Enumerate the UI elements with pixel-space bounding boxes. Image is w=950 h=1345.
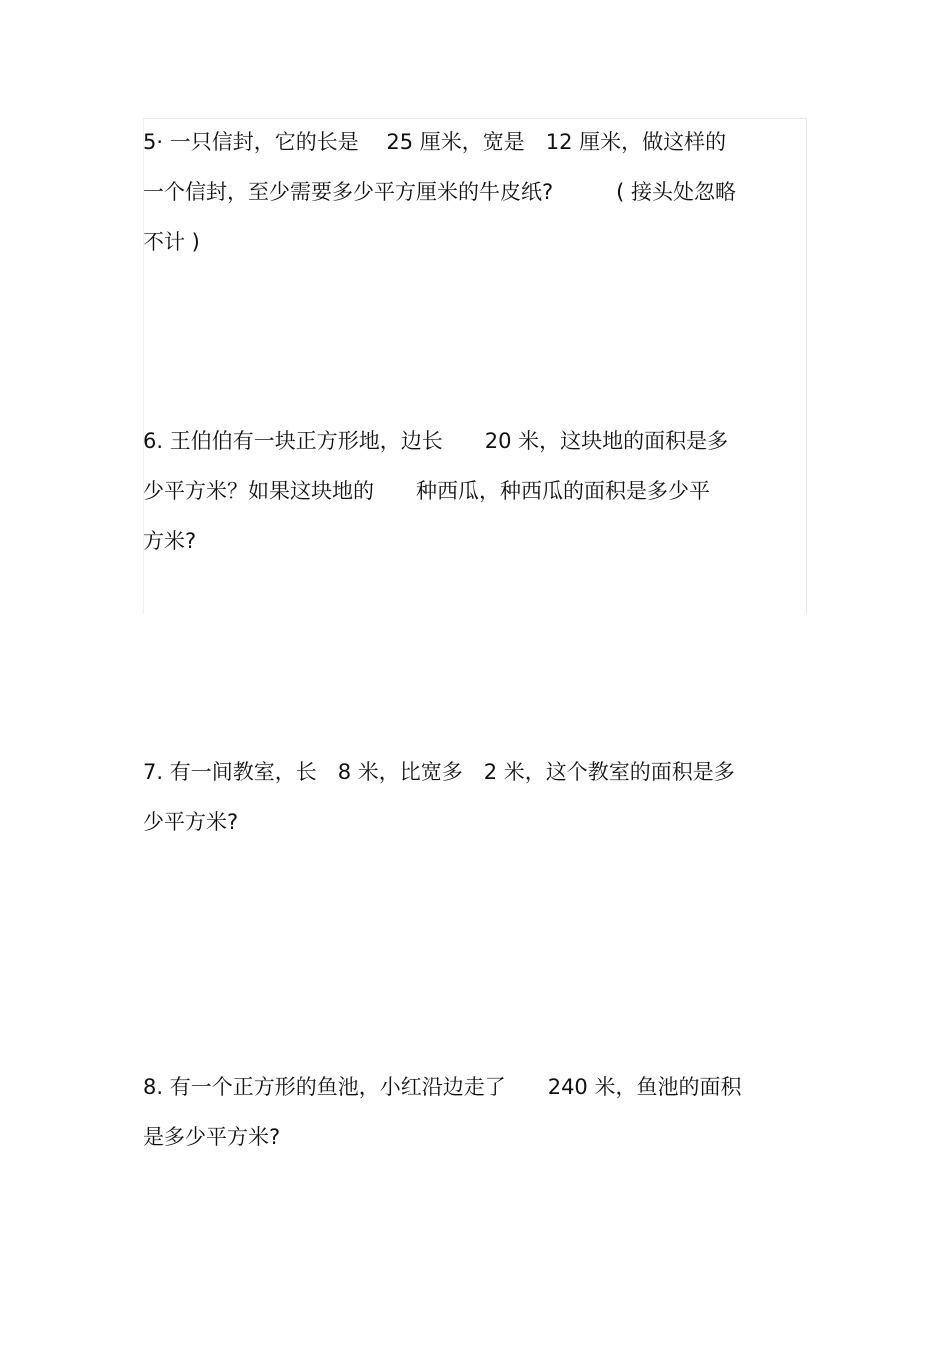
question-5-line-1: 5· 一只信封，它的长是 25 厘米，宽是 12 厘米，做这样的 [143, 130, 727, 154]
question-6-line-3: 方米? [143, 529, 197, 553]
question-8 [143, 1062, 803, 1162]
question-6-line-2: 少平方米？如果这块地的 种西瓜，种西瓜的面积是多少平 [143, 479, 710, 503]
question-5-line-3: 不计 ) [143, 230, 200, 254]
question-7-line-2: 少平方米? [143, 810, 239, 834]
question-6 [143, 416, 803, 566]
question-8-line-1: 8. 有一个正方形的鱼池，小红沿边走了 240 米，鱼池的面积 [143, 1075, 742, 1099]
question-5 [143, 117, 803, 267]
question-7 [143, 747, 803, 847]
question-7-line-1: 7. 有一间教室，长 8 米，比宽多 2 米，这个教室的面积是多 [143, 760, 735, 784]
question-8-line-2: 是多少平方米? [143, 1125, 281, 1149]
question-5-line-2: 一个信封，至少需要多少平方厘米的牛皮纸? ( 接头处忽略 [143, 180, 737, 204]
question-6-line-1: 6. 王伯伯有一块正方形地，边长 20 米，这块地的面积是多 [143, 429, 729, 453]
